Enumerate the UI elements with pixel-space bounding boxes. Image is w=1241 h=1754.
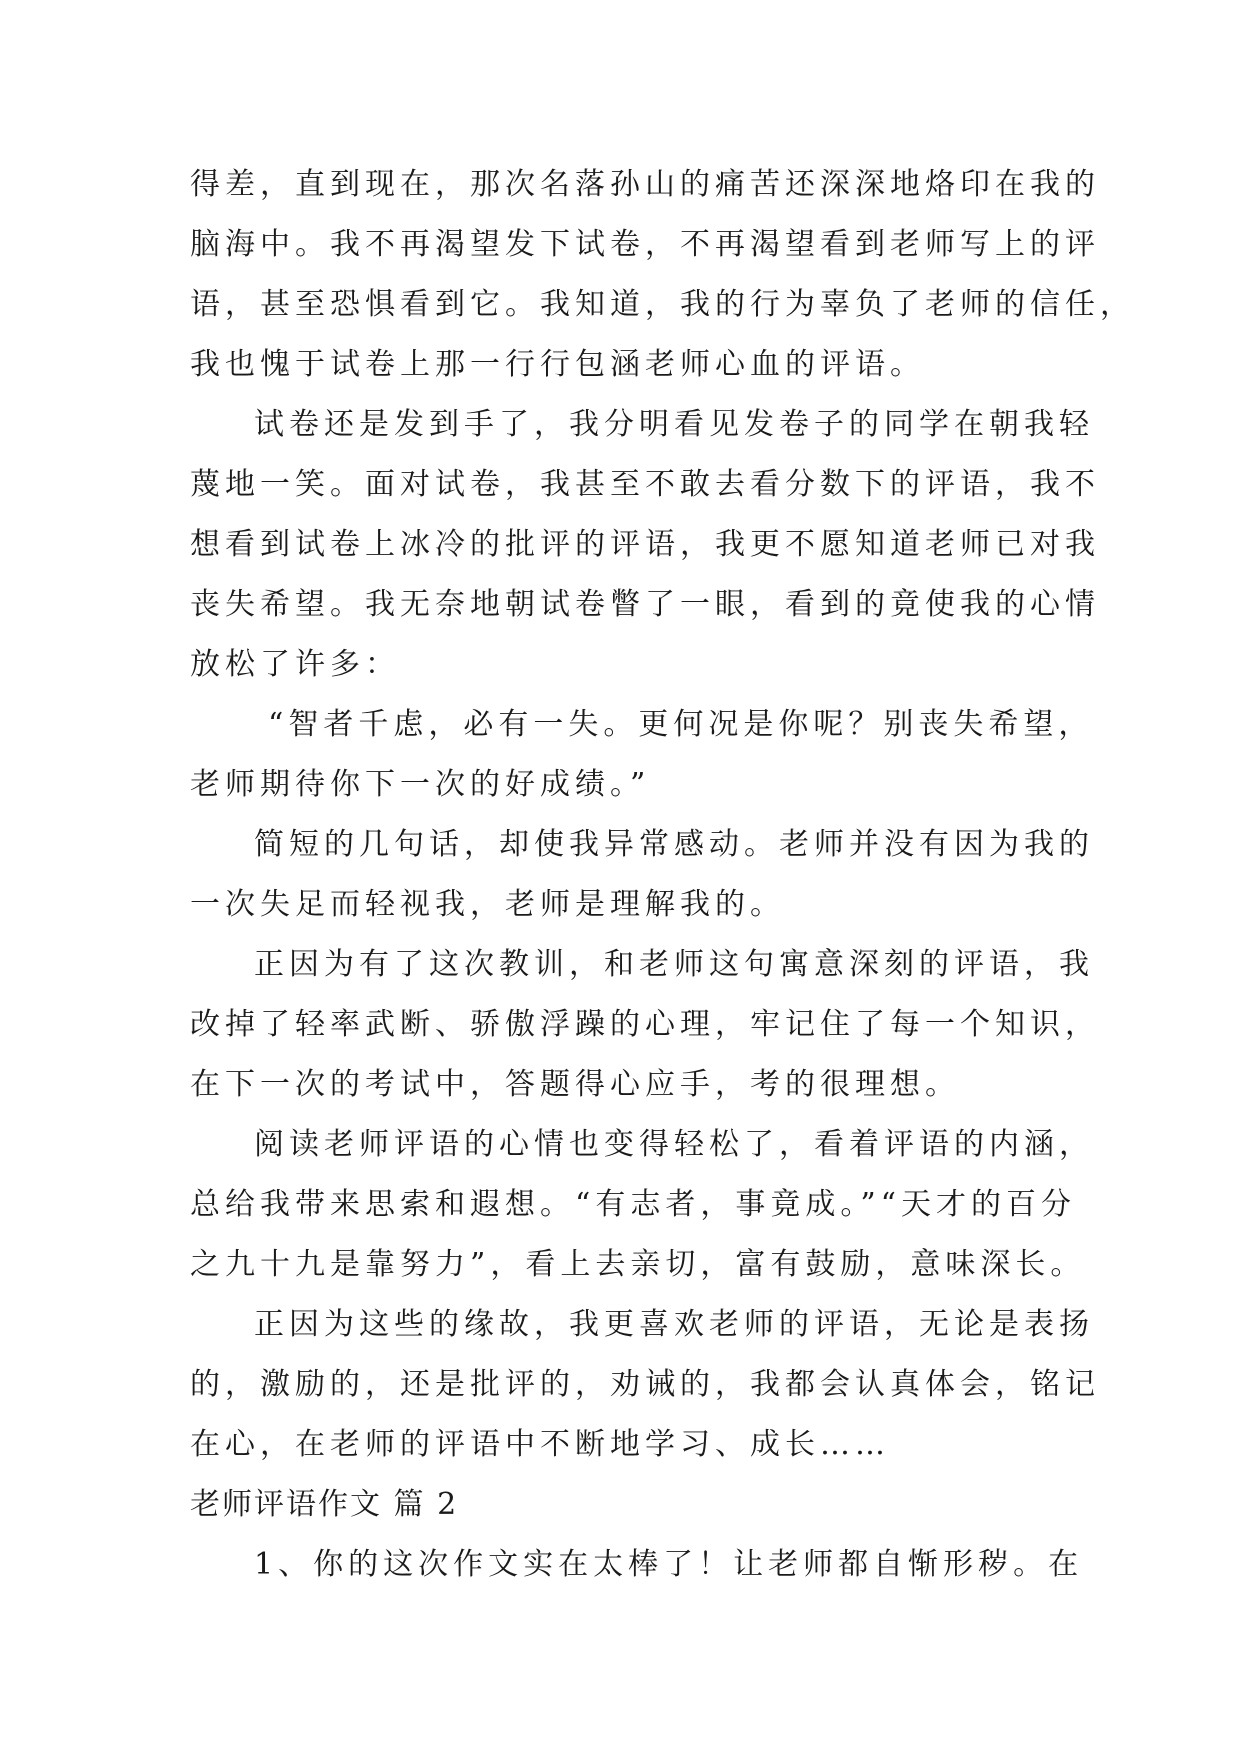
text-line: 的，激励的，还是批评的，劝诫的，我都会认真体会，铭记 bbox=[190, 1367, 1100, 1402]
text-line: 想看到试卷上冰冷的批评的评语，我更不愿知道老师已对我 bbox=[190, 527, 1100, 562]
text-line: 之九十九是靠努力”，看上去亲切，富有鼓励，意味深长。 bbox=[190, 1247, 1086, 1282]
paragraph-start-line: 正因为有了这次教训，和老师这句寓意深刻的评语，我 bbox=[254, 947, 1094, 982]
section-heading: 老师评语作文 篇 2 bbox=[190, 1487, 459, 1522]
quote-line: 老师期待你下一次的好成绩。” bbox=[190, 767, 651, 802]
text-line: 得差，直到现在，那次名落孙山的痛苦还深深地烙印在我的 bbox=[190, 167, 1100, 202]
paragraph-start-line: 正因为这些的缘故，我更喜欢老师的评语，无论是表扬 bbox=[254, 1307, 1094, 1342]
text-line: 在下一次的考试中，答题得心应手，考的很理想。 bbox=[190, 1067, 960, 1102]
text-line: 放松了许多： bbox=[190, 647, 400, 682]
paragraph-start-line: 简短的几句话，却使我异常感动。老师并没有因为我的 bbox=[254, 827, 1094, 862]
text-line: 一次失足而轻视我，老师是理解我的。 bbox=[190, 887, 785, 922]
text-line: 改掉了轻率武断、骄傲浮躁的心理，牢记住了每一个知识， bbox=[190, 1007, 1100, 1042]
text-line: 语，甚至恐惧看到它。我知道，我的行为辜负了老师的信任， bbox=[190, 287, 1135, 322]
text-line: 丧失希望。我无奈地朝试卷瞥了一眼，看到的竟使我的心情 bbox=[190, 587, 1100, 622]
text-line: 我也愧于试卷上那一行行包涵老师心血的评语。 bbox=[190, 347, 925, 382]
text-line: 脑海中。我不再渴望发下试卷，不再渴望看到老师写上的评 bbox=[190, 227, 1100, 262]
paragraph-start-line: 试卷还是发到手了，我分明看见发卷子的同学在朝我轻 bbox=[254, 407, 1094, 442]
quote-line: “智者千虑，必有一失。更何况是你呢？别丧失希望， bbox=[268, 707, 1094, 742]
text-line: 总给我带来思索和遐想。“有志者，事竟成。”“天才的百分 bbox=[190, 1187, 1077, 1222]
paragraph-start-line: 1、你的这次作文实在太棒了！让老师都自惭形秽。在 bbox=[254, 1547, 1084, 1582]
essay-text-body bbox=[190, 155, 1135, 1595]
paragraph-start-line: 阅读老师评语的心情也变得轻松了，看着评语的内涵， bbox=[254, 1127, 1094, 1162]
text-line: 蔑地一笑。面对试卷，我甚至不敢去看分数下的评语，我不 bbox=[190, 467, 1100, 502]
text-line: 在心，在老师的评语中不断地学习、成长…… bbox=[190, 1427, 890, 1462]
